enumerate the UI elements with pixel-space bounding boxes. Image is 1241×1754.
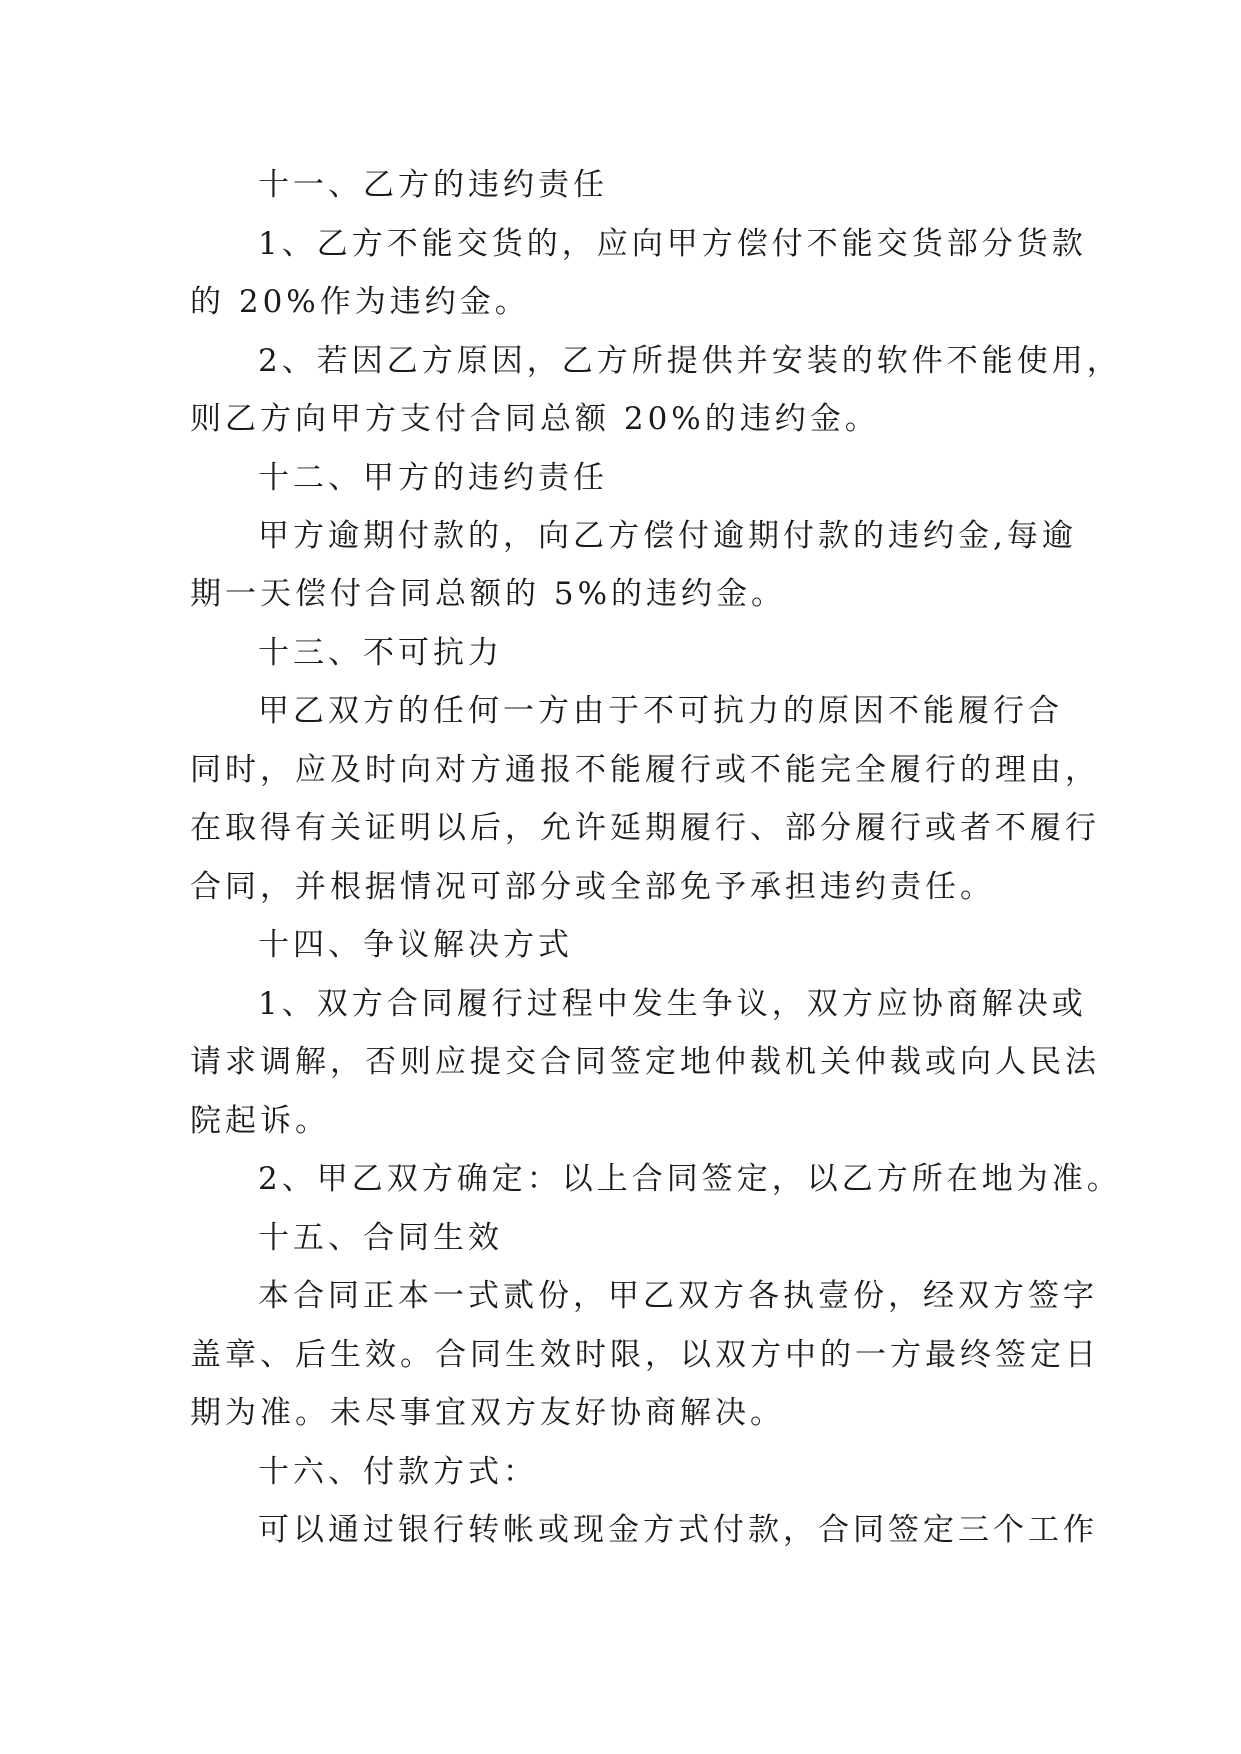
section-14-heading: 十四、争议解决方式 [258, 927, 573, 963]
paragraph-line: 本合同正本一式贰份，甲乙双方各执壹份，经双方签字 [258, 1278, 1098, 1314]
paragraph-line: 甲方逾期付款的，向乙方偿付逾期付款的违约金,每逾 [258, 518, 1077, 554]
paragraph-line: 期为准。未尽事宜双方友好协商解决。 [190, 1395, 785, 1431]
paragraph-line: 合同，并根据情况可部分或全部免予承担违约责任。 [190, 869, 995, 905]
paragraph-line: 1、乙方不能交货的，应向甲方偿付不能交货部分货款 [258, 226, 1087, 262]
paragraph-line: 盖章、后生效。合同生效时限，以双方中的一方最终签定日 [190, 1337, 1100, 1373]
paragraph-line: 2、甲乙双方确定：以上合同签定，以乙方所在地为准。 [258, 1161, 1122, 1197]
paragraph-line: 2、若因乙方原因，乙方所提供并安装的软件不能使用， [258, 343, 1122, 379]
paragraph-line: 请求调解，否则应提交合同签定地仲裁机关仲裁或向人民法 [190, 1044, 1100, 1080]
paragraph-line: 则乙方向甲方支付合同总额 20%的违约金。 [190, 401, 880, 437]
paragraph-line: 在取得有关证明以后，允许延期履行、部分履行或者不履行 [190, 810, 1100, 846]
paragraph-line: 的 20%作为违约金。 [190, 284, 530, 320]
paragraph-line: 甲乙双方的任何一方由于不可抗力的原因不能履行合 [258, 693, 1063, 729]
paragraph-line: 期一天偿付合同总额的 5%的违约金。 [190, 576, 787, 612]
paragraph-line: 同时，应及时向对方通报不能履行或不能完全履行的理由， [190, 752, 1100, 788]
section-13-heading: 十三、不可抗力 [258, 635, 503, 671]
paragraph-line: 可以通过银行转帐或现金方式付款，合同签定三个工作 [258, 1512, 1098, 1548]
section-12-heading: 十二、甲方的违约责任 [258, 460, 608, 496]
section-15-heading: 十五、合同生效 [258, 1220, 503, 1256]
paragraph-line: 院起诉。 [190, 1103, 330, 1139]
paragraph-line: 1、双方合同履行过程中发生争议，双方应协商解决或 [258, 986, 1087, 1022]
section-11-heading: 十一、乙方的违约责任 [258, 167, 608, 203]
section-16-heading: 十六、付款方式： [258, 1454, 538, 1490]
